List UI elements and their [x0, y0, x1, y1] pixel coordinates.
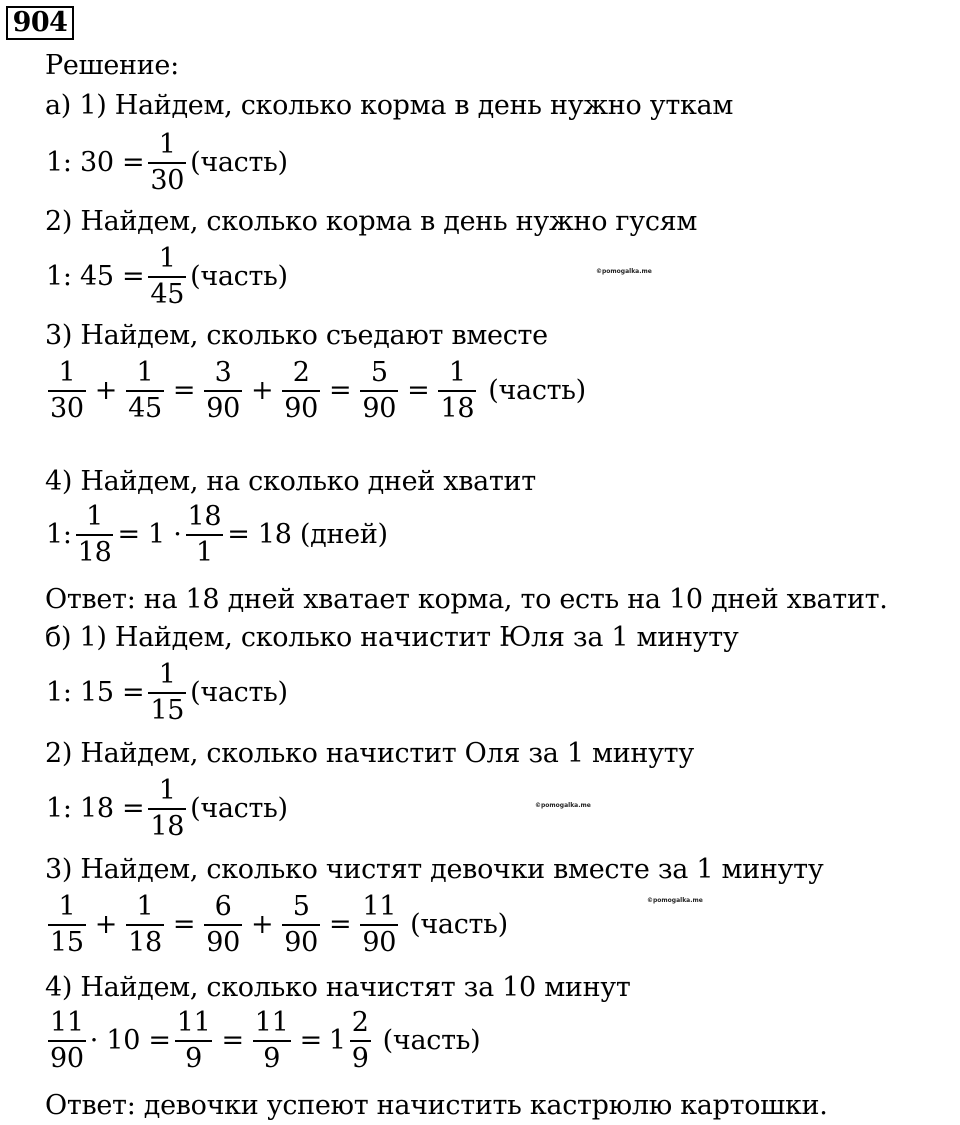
- denominator: 18: [150, 811, 185, 842]
- fraction: [45, 1008, 89, 1074]
- watermark: ©pomogalka.me: [647, 897, 703, 904]
- equals-sign: =: [299, 1025, 322, 1056]
- a-step4-mid: = 1 ·: [117, 519, 182, 550]
- fraction: [201, 358, 245, 424]
- whole-part: 1: [328, 1025, 346, 1056]
- denominator: 15: [50, 927, 84, 958]
- fraction-bar: [360, 924, 398, 926]
- numerator: 2: [292, 357, 310, 388]
- fraction-bar: [186, 534, 224, 536]
- denominator: 9: [351, 1043, 369, 1074]
- denominator: 90: [284, 393, 319, 424]
- denominator: 30: [50, 393, 84, 424]
- numerator: 3: [214, 357, 232, 388]
- numerator: 1: [136, 891, 154, 922]
- a-step4-right: = 18 (дней): [227, 519, 388, 550]
- mixed-number: [328, 1008, 374, 1074]
- denominator: 90: [206, 927, 240, 958]
- denominator: 9: [185, 1043, 203, 1074]
- numerator: 11: [362, 891, 397, 922]
- numerator: 1: [158, 129, 176, 160]
- denominator: 90: [50, 1043, 84, 1074]
- denominator: 9: [263, 1043, 281, 1074]
- b-step4-title: 4) Найдем, сколько начистят за 10 минут: [45, 972, 631, 1003]
- a-step4-left: 1:: [46, 519, 72, 550]
- plus-sign: +: [250, 909, 274, 940]
- fraction: [357, 892, 401, 958]
- fraction: [435, 358, 479, 424]
- fraction: [279, 358, 323, 424]
- b-step3-equation: [45, 892, 509, 958]
- denominator: 45: [128, 393, 162, 424]
- fraction: [183, 502, 227, 568]
- numerator: 5: [292, 891, 310, 922]
- plus-sign: +: [94, 375, 118, 406]
- denominator: 18: [77, 537, 112, 568]
- a-step1-left: 1: 30 =: [46, 147, 145, 178]
- numerator: 2: [351, 1007, 369, 1038]
- numerator: 1: [448, 357, 466, 388]
- fraction: [45, 358, 89, 424]
- fraction-bar: [350, 1040, 371, 1042]
- fraction: [250, 1008, 294, 1074]
- fraction: [123, 892, 167, 958]
- watermark: ©pomogalka.me: [596, 268, 652, 275]
- numerator: 1: [136, 357, 154, 388]
- a-step1-equation: [45, 130, 289, 196]
- b-step1-title: б) 1) Найдем, сколько начистит Юля за 1 минуту: [45, 622, 739, 653]
- numerator: 6: [214, 891, 232, 922]
- numerator: 1: [158, 243, 176, 274]
- a-step2-equation: [45, 244, 289, 310]
- fraction: [45, 892, 89, 958]
- b-step1-equation: [45, 660, 289, 726]
- numerator: 11: [254, 1007, 289, 1038]
- denominator: 45: [150, 279, 185, 310]
- equals-sign: =: [172, 375, 196, 406]
- a-step1-fraction: [145, 130, 189, 196]
- fraction: [123, 358, 167, 424]
- watermark: ©pomogalka.me: [535, 802, 591, 809]
- equals-sign: =: [172, 909, 196, 940]
- plus-sign: +: [250, 375, 274, 406]
- fraction-bar: [204, 924, 242, 926]
- b-answer: Ответ: девочки успеют начистить кастрюлю картошки.: [45, 1090, 828, 1121]
- fraction: [279, 892, 323, 958]
- fraction: [73, 502, 117, 568]
- fraction-bar: [148, 692, 186, 694]
- numerator: 18: [187, 501, 222, 532]
- b-step4-equation: [45, 1008, 481, 1074]
- b-step1-left: 1: 15 =: [46, 677, 145, 708]
- fraction-bar: [148, 808, 186, 810]
- fraction: [347, 1008, 374, 1074]
- fraction-bar: [360, 390, 398, 392]
- fraction-bar: [126, 924, 164, 926]
- fraction-bar: [175, 1040, 213, 1042]
- a-answer: Ответ: на 18 дней хватает корма, то есть на 10 дней хватит.: [45, 584, 888, 615]
- a-step1-title: а) 1) Найдем, сколько корма в день нужно уткам: [45, 90, 734, 121]
- numerator: 1: [158, 775, 176, 806]
- unit-label: (часть): [382, 1025, 481, 1056]
- plus-sign: +: [94, 909, 118, 940]
- denominator: 18: [440, 393, 475, 424]
- denominator: 30: [150, 165, 185, 196]
- a-step2-left: 1: 45 =: [46, 261, 145, 292]
- a-step4-title: 4) Найдем, на сколько дней хватит: [45, 466, 536, 497]
- fraction-bar: [204, 390, 242, 392]
- fraction: [145, 776, 189, 842]
- fraction-bar: [48, 924, 86, 926]
- denominator: 90: [284, 927, 319, 958]
- numerator: 11: [176, 1007, 211, 1038]
- fraction: [172, 1008, 216, 1074]
- numerator: 1: [86, 501, 104, 532]
- b-step4-mul: · 10 =: [89, 1025, 171, 1056]
- fraction-bar: [438, 390, 476, 392]
- fraction: [357, 358, 401, 424]
- b-step3-title: 3) Найдем, сколько чистят девочки вместе за 1 минуту: [45, 854, 824, 885]
- fraction: [145, 660, 189, 726]
- a-step4-equation: [45, 502, 389, 568]
- numerator: 1: [58, 891, 76, 922]
- denominator: 90: [362, 393, 397, 424]
- numerator: 5: [370, 357, 388, 388]
- equals-sign: =: [407, 375, 430, 406]
- fraction-bar: [48, 1040, 86, 1042]
- fraction-bar: [148, 162, 186, 164]
- b-step2-equation: [45, 776, 289, 842]
- a-step2-fraction: [145, 244, 189, 310]
- a-step3-equation: [45, 358, 587, 424]
- fraction-bar: [253, 1040, 291, 1042]
- denominator: 1: [195, 537, 213, 568]
- numerator: 1: [58, 357, 76, 388]
- fraction-bar: [126, 390, 164, 392]
- solution-label: Решение:: [45, 50, 179, 81]
- fraction-bar: [148, 276, 186, 278]
- denominator: 18: [128, 927, 162, 958]
- unit-label: (часть): [488, 375, 586, 406]
- numerator: 11: [50, 1007, 84, 1038]
- a-step3-title: 3) Найдем, сколько съедают вместе: [45, 320, 548, 351]
- denominator: 90: [206, 393, 240, 424]
- fraction: [201, 892, 245, 958]
- unit-label: (часть): [190, 793, 288, 824]
- b-step2-left: 1: 18 =: [46, 793, 145, 824]
- denominator: 90: [362, 927, 397, 958]
- problem-number: 904: [6, 6, 74, 40]
- unit-label: (часть): [190, 677, 288, 708]
- unit-label: (часть): [190, 147, 288, 178]
- fraction-bar: [48, 390, 86, 392]
- unit-label: (часть): [190, 261, 288, 292]
- b-step2-title: 2) Найдем, сколько начистит Оля за 1 минуту: [45, 738, 694, 769]
- equals-sign: =: [329, 375, 352, 406]
- fraction-bar: [76, 534, 114, 536]
- equals-sign: =: [329, 909, 352, 940]
- numerator: 1: [158, 659, 176, 690]
- equals-sign: =: [221, 1025, 244, 1056]
- unit-label: (часть): [410, 909, 508, 940]
- fraction-bar: [282, 390, 320, 392]
- denominator: 15: [150, 695, 185, 726]
- a-step2-title: 2) Найдем, сколько корма в день нужно гусям: [45, 206, 698, 237]
- fraction-bar: [282, 924, 320, 926]
